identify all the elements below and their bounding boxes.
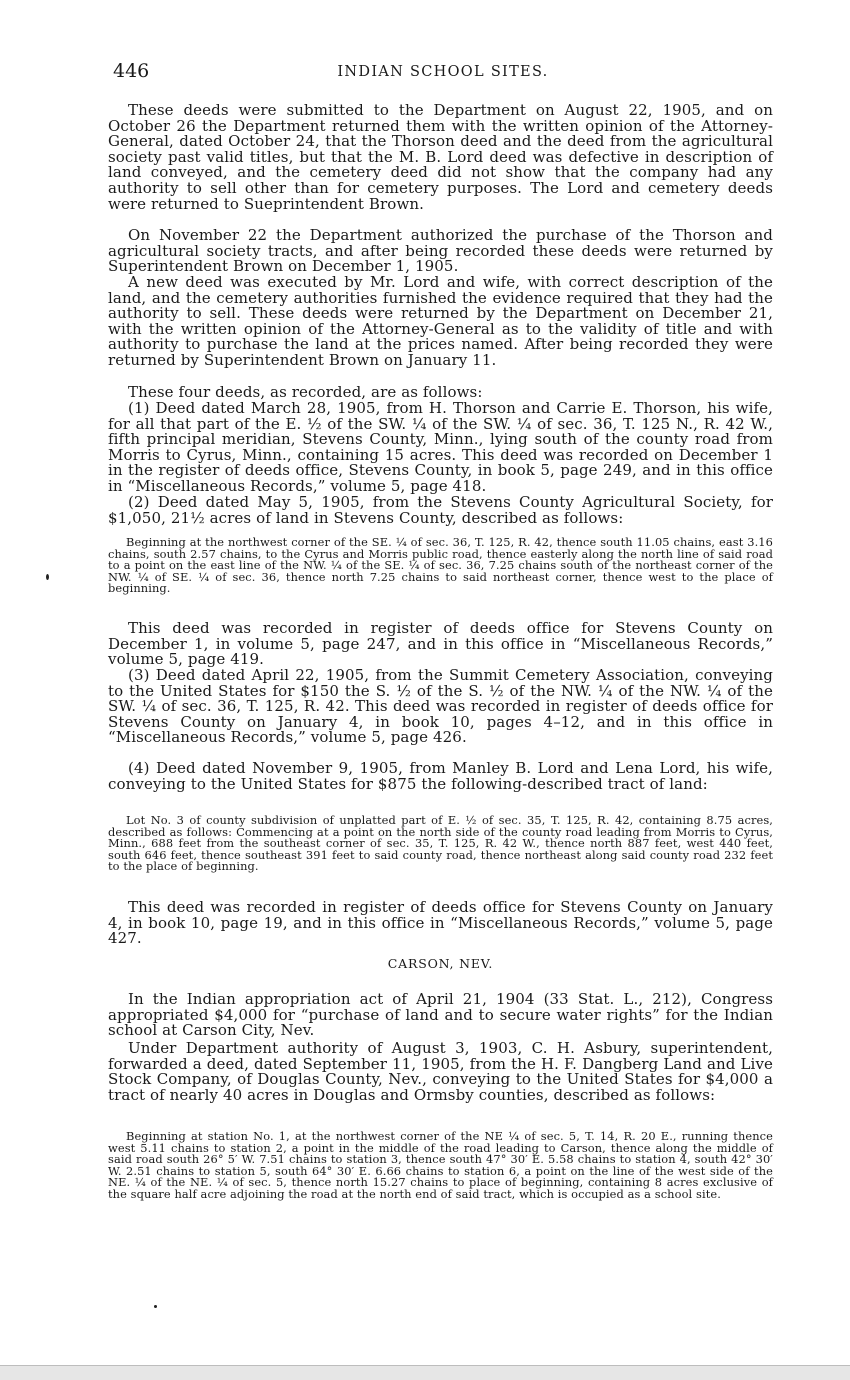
- page-number: 446: [113, 60, 150, 82]
- extract-dangberg-tract-description: Beginning at station No. 1, at the northwest corner of the NE ¼ of sec. 5, T. 14, R. 20 E., running thence west 5.11 chains to station 2, a point in the middle of the road leading to Carson, thence along the middle of said road south 26° 5′ W. 7.51 chains to station 3, thence south 47° 30′ E. 5.58 chains to station 4, south 42° 30′ W. 2.51 chains to station 5, south 64° 30′ E. 6.66 chains to station 6, a point on the line of the west side of the NE. ¼ of the NE. ¼ of sec. 5, thence north 15.27 chains to place of beginning, containing 8 acres exclusive of the square half acre adjoining the road at the north end of said tract, which is occupied as a school site.: [108, 1129, 773, 1201]
- paragraph-four-deeds-intro: These four deeds, as recorded, are as follows:: [128, 383, 483, 401]
- scan-speck: [154, 1305, 157, 1308]
- paragraph-deed-2-recorded: This deed was recorded in register of deeds office for Stevens County on December 1, in volume 5, page 247, and in this office in “Miscellaneous Records,” volume 5, page 419.: [108, 619, 773, 669]
- paragraph-deed-3: (3) Deed dated April 22, 1905, from the Summit Cemetery Association, conveying to the United States for $150 the S. ½ of the S. ½ of the NW. ¼ of the NW. ¼ of the SW. ¼ of sec. 36, T. 125, R. 42. This deed was recorded in register of deeds office for Stevens County on January 4, in book 10, pages 4–12, and in this office in “Miscellaneous Records,” volume 5, page 426.: [108, 666, 773, 747]
- extract-lord-lot-description: Lot No. 3 of county subdivision of unplatted part of E. ½ of sec. 35, T. 125, R. 42, containing 8.75 acres, described as follows: Commencing at a point on the north side of the county road leading from Morris to Cyrus, Minn., 688 feet from the southeast corner of sec. 35, T. 125, R. 42 W., thence north 887 feet, west 440 feet, south 646 feet, thence southeast 391 feet to said county road, thence northeast along said county road 232 feet to the place of beginning.: [108, 813, 773, 874]
- paragraph-deeds-submitted: These deeds were submitted to the Department on August 22, 1905, and on October 26 the Department returned them with the written opinion of the Attorney-General, dated October 24, that the Thorson deed and the deed from the agricultural society past valid titles, but that the M. B. Lord deed was defective in description of land conveyed, and the cemetery deed did not show that the company had any authority to sell other than for cemetery purposes. The Lord and cemetery deeds were returned to Sueprintendent Brown.: [108, 101, 773, 213]
- page-header: [113, 60, 773, 90]
- paragraph-carson-appropriation: In the Indian appropriation act of April 21, 1904 (33 Stat. L., 212), Congress appropriated $4,000 for “purchase of land and to secure water rights” for the Indian school at Carson City, Nev.: [108, 990, 773, 1040]
- paragraph-deed-4: (4) Deed dated November 9, 1905, from Manley B. Lord and Lena Lord, his wife, conveying to the United States for $875 the following-described tract of land:: [108, 759, 773, 793]
- section-heading-carson: CARSON, NEV.: [387, 956, 494, 971]
- running-head: INDIAN SCHOOL SITES.: [337, 64, 549, 80]
- paragraph-deed-4-recorded: This deed was recorded in register of deeds office for Stevens County on January 4, in book 10, page 19, and in this office in “Miscellaneous Records,” volume 5, page 427.: [108, 898, 773, 948]
- extract-agricultural-society-description: Beginning at the northwest corner of the SE. ¼ of sec. 36, T. 125, R. 42, thence south 11.05 chains, east 3.16 chains, south 2.57 chains, to the Cyrus and Morris public road, thence easterly along the north line of said road to a point on the east line of the NW. ¼ of the SE. ¼ of sec. 36, 7.25 chains south of the northeast corner of the NW. ¼ of SE. ¼ of sec. 36, thence north 7.25 chains to said northeast corner, thence west to the place of beginning.: [108, 535, 773, 596]
- paragraph-carson-deed: Under Department authority of August 3, 1903, C. H. Asbury, superintendent, forwarded a deed, dated September 11, 1905, from the H. F. Dangberg Land and Live Stock Company, of Douglas County, Nev., conveying to the United States for $4,000 a tract of nearly 40 acres in Douglas and Ormsby counties, described as follows:: [108, 1039, 773, 1104]
- paragraph-purchase-authorized: On November 22 the Department authorized the purchase of the Thorson and agricultural society tracts, and after being recorded these deeds were returned by Superintendent Brown on December 1, 1905.: [108, 226, 773, 276]
- scan-bottom-edge: [0, 1365, 850, 1380]
- paragraph-deed-2: (2) Deed dated May 5, 1905, from the Stevens County Agricultural Society, for $1,050, 21½ acres of land in Stevens County, described as follows:: [108, 493, 773, 527]
- paragraph-new-deed: A new deed was executed by Mr. Lord and wife, with correct description of the land, and the cemetery authorities furnished the evidence required that they had the authority to sell. These deeds were returned by the Department on December 21, with the written opinion of the Attorney-General as to the validity of title and with authority to purchase the land at the prices named. After being recorded they were returned by Superintendent Brown on January 11.: [108, 273, 773, 369]
- scan-speck: [46, 574, 49, 580]
- paragraph-deed-1: (1) Deed dated March 28, 1905, from H. Thorson and Carrie E. Thorson, his wife, for all that part of the E. ½ of the SW. ¼ of the SW. ¼ of sec. 36, T. 125 N., R. 42 W., fifth principal meridian, Stevens County, Minn., lying south of the county road from Morris to Cyrus, Minn., containing 15 acres. This deed was recorded on December 1 in the register of deeds office, Stevens County, in book 5, page 249, and in this office in “Miscellaneous Records,” volume 5, page 418.: [108, 399, 773, 495]
